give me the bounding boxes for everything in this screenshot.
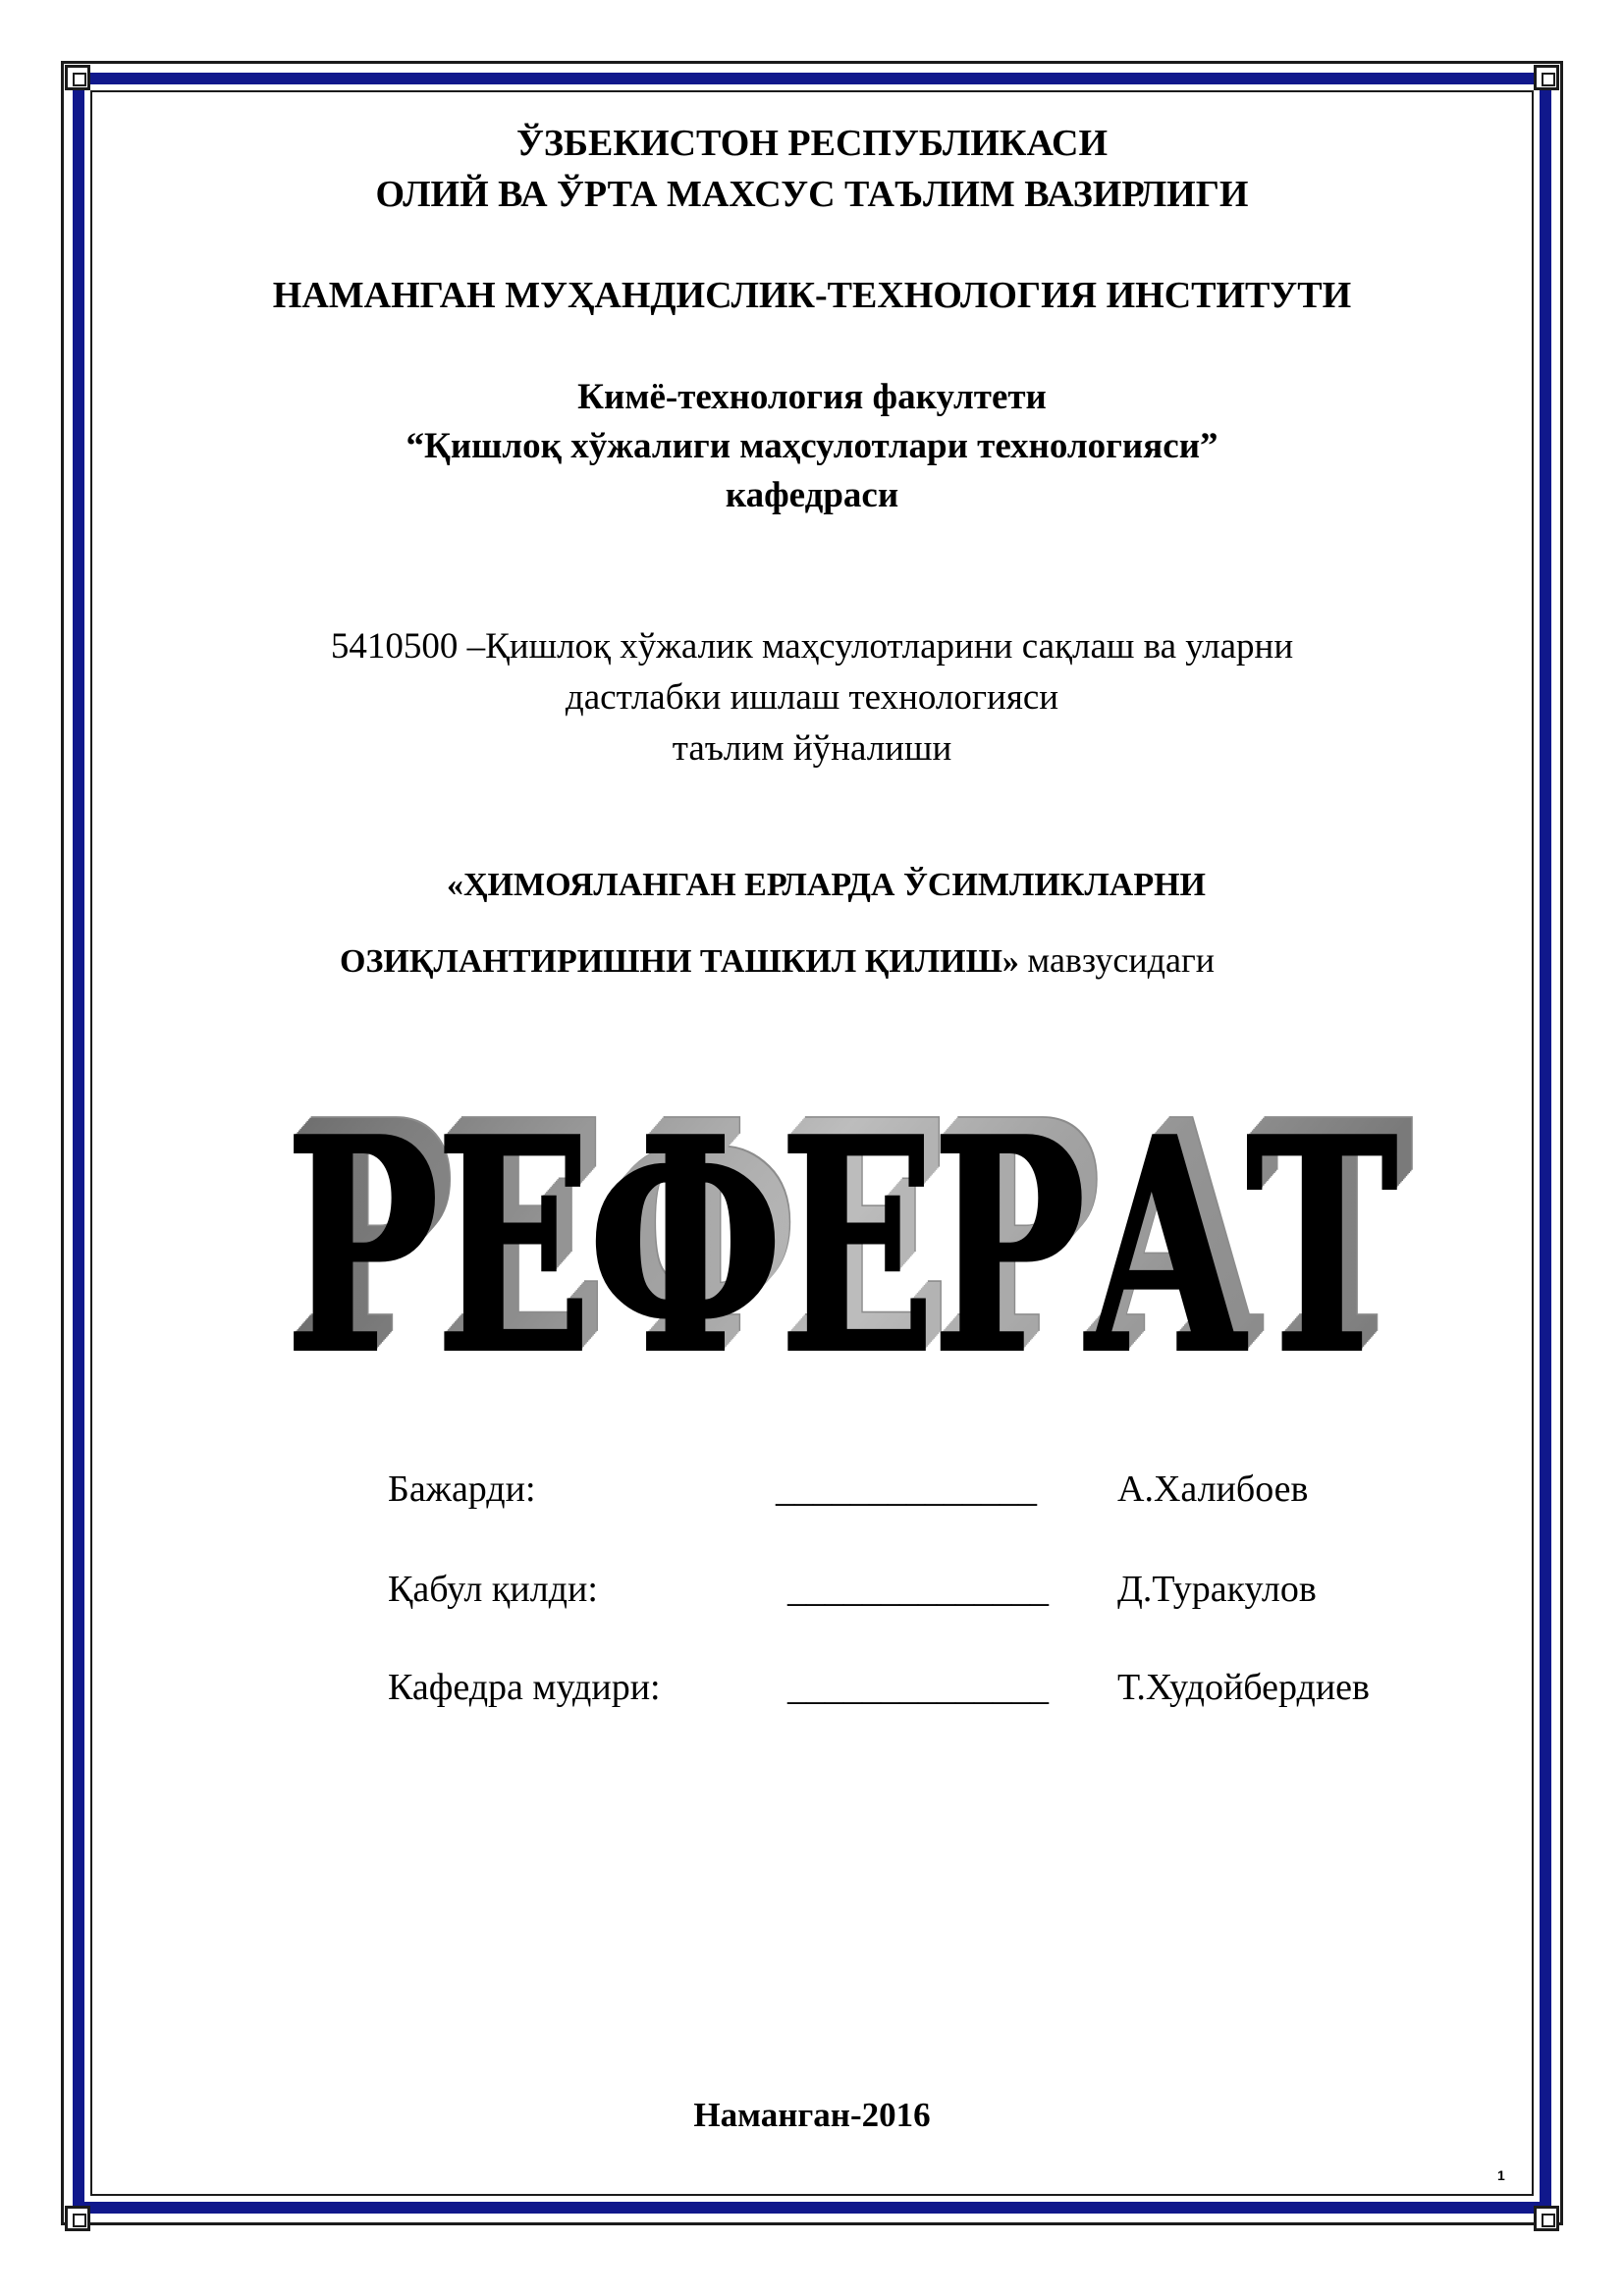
topic-line-2 [340, 939, 1420, 981]
wordart-extrusion-layer: РЕФЕРАТ [289, 1090, 1401, 1394]
signature-role: Қабул қилди: [388, 1569, 598, 1610]
faculty-name: Кимё-технология факултети [577, 377, 1047, 417]
signature-name: А.Халибоев [1117, 1468, 1309, 1510]
wordart-extrusion-layer: РЕФЕРАТ [293, 1090, 1405, 1394]
signature-row [0, 1568, 1624, 1627]
corner-ornament-top-left [65, 65, 90, 90]
signature-line: ______________ [776, 1468, 1037, 1510]
signature-role: Бажарди: [388, 1468, 536, 1510]
wordart-extrusion-layer: РЕФЕРАТ [294, 1090, 1406, 1394]
wordart-extrusion-layer: РЕФЕРАТ [298, 1090, 1411, 1394]
wordart-extrusion-layer: РЕФЕРАТ [292, 1090, 1404, 1394]
city-year: Наманган-2016 [693, 2096, 931, 2134]
signature-name: Д.Туракулов [1117, 1569, 1317, 1610]
corner-ornament-top-right [1534, 65, 1559, 90]
topic-suffix: мавзусидаги [1027, 940, 1215, 980]
wordart-extrusion-layer: РЕФЕРАТ [286, 1090, 1398, 1394]
faculty-block [0, 373, 1624, 520]
document-title: РЕФЕРАТ [285, 1090, 1397, 1394]
signature-row [0, 1666, 1624, 1725]
direction-line-1: 5410500 –Қишлоқ хўжалик маҳсулотларини сақлаш ва уларни [330, 626, 1294, 667]
signature-name: Т.Худойбердиев [1117, 1667, 1370, 1708]
department-name: “Қишлоқ хўжалиги маҳсулотлари технологияси” [406, 426, 1218, 466]
wordart-extrusion-layer: РЕФЕРАТ [297, 1090, 1409, 1394]
signature-line: ______________ [787, 1667, 1049, 1708]
department-word: кафедраси [725, 475, 899, 515]
page-number: 1 [1497, 2167, 1505, 2183]
wordart-extrusion-layer: РЕФЕРАТ [287, 1090, 1399, 1394]
document-title-wordart [250, 1090, 1429, 1394]
ministry-name: ОЛИЙ ВА ЎРТА МАХСУС ТАЪЛИМ ВАЗИРЛИГИ [375, 174, 1249, 215]
direction-line-3: таълим йўналиши [672, 728, 952, 769]
topic-line-1: «ҲИМОЯЛАНГАН ЕРЛАРДА ЎСИМЛИКЛАРНИ [447, 867, 1207, 903]
corner-ornament-bottom-left [65, 2206, 90, 2231]
institute-name: НАМАНГАН МУҲАНДИСЛИК-ТЕХНОЛОГИЯ ИНСТИТУТИ [272, 275, 1352, 316]
wordart-extrusion-layer: РЕФЕРАТ [296, 1090, 1408, 1394]
ministry-header [0, 118, 1624, 220]
wordart-extrusion-layer: РЕФЕРАТ [290, 1090, 1402, 1394]
signature-line: ______________ [787, 1569, 1049, 1610]
study-direction [0, 621, 1624, 774]
wordart-extrusion-layer: РЕФЕРАТ [299, 1090, 1412, 1394]
corner-ornament-bottom-right [1534, 2206, 1559, 2231]
country-name: ЎЗБЕКИСТОН РЕСПУБЛИКАСИ [515, 123, 1109, 164]
wordart-extrusion-layer: РЕФЕРАТ [300, 1090, 1413, 1394]
signature-role: Кафедра мудири: [388, 1667, 661, 1708]
signature-row [0, 1468, 1624, 1526]
topic-line-2-text: ОЗИҚЛАНТИРИШНИ ТАШКИЛ ҚИЛИШ» [340, 943, 1019, 980]
direction-line-2: дастлабки ишлаш технологияси [565, 677, 1059, 718]
